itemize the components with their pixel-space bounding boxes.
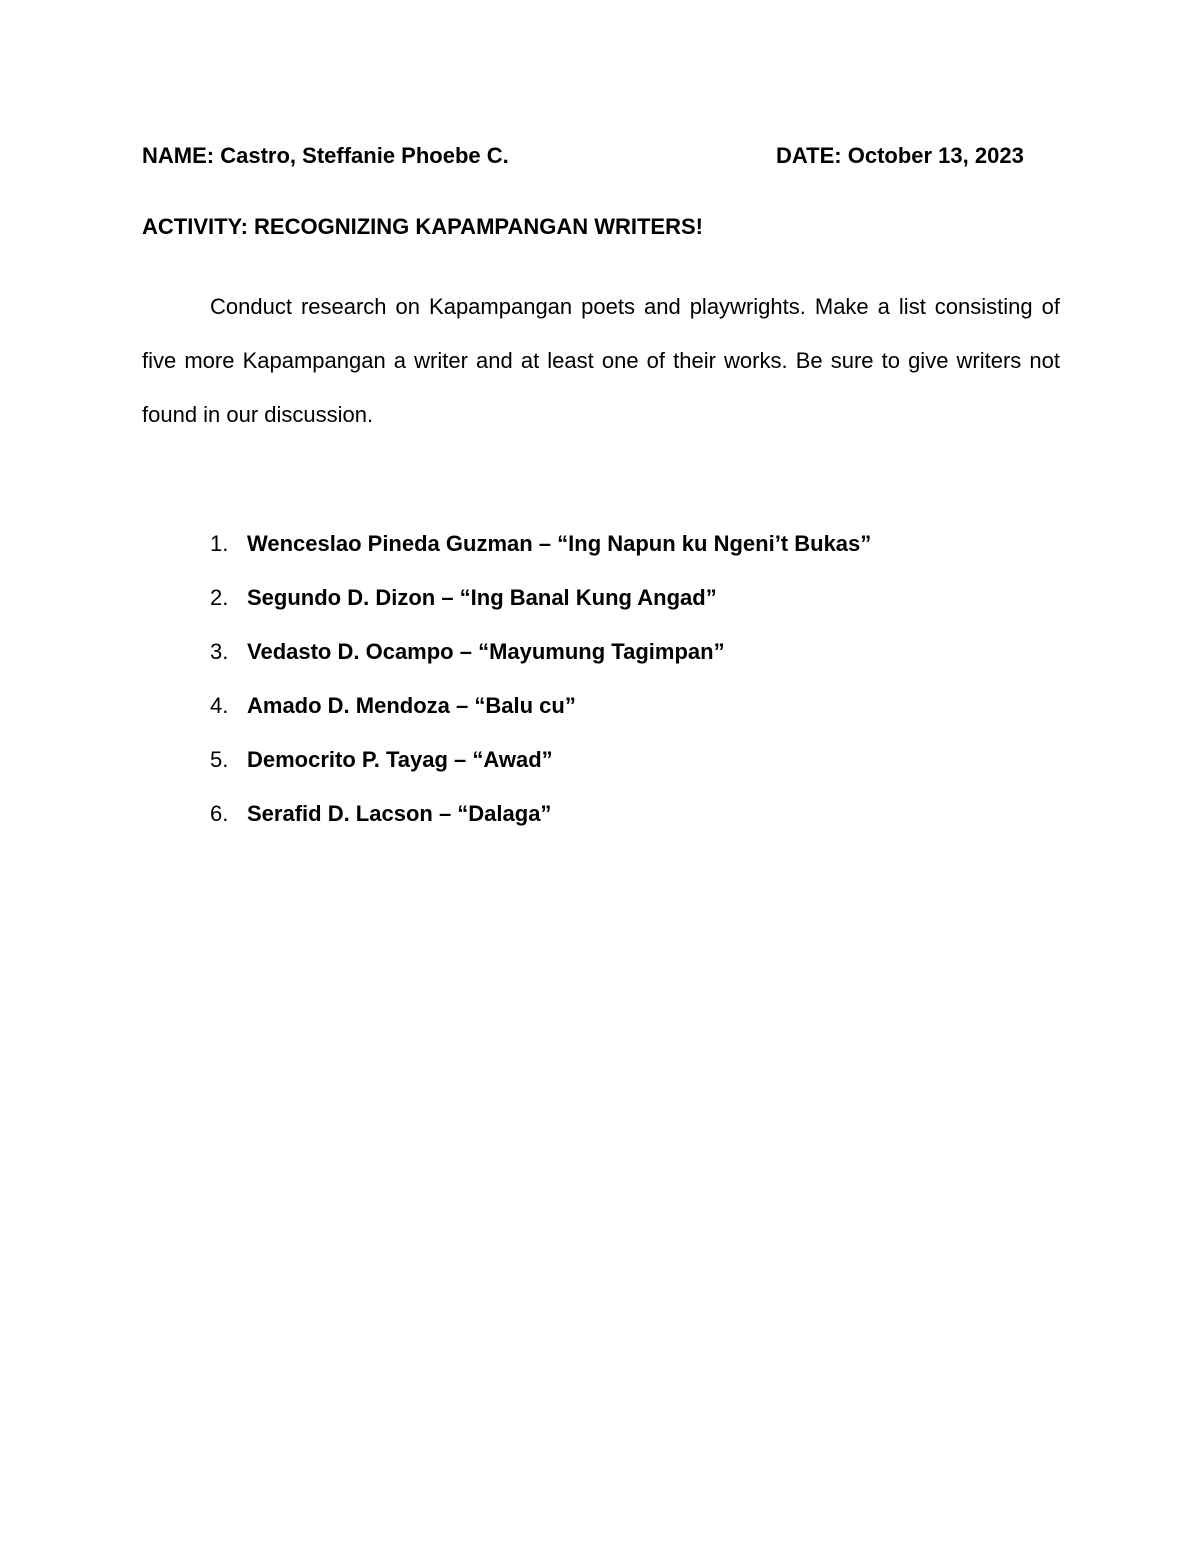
name-field: [142, 141, 509, 171]
list-item-number: 3.: [210, 639, 229, 664]
list-item-text: Serafid D. Lacson – “Dalaga”: [247, 801, 552, 826]
list-item-text: Segundo D. Dizon – “Ing Banal Kung Angad”: [247, 585, 717, 610]
list-item-text: Vedasto D. Ocampo – “Mayumung Tagimpan”: [247, 639, 725, 664]
instructions-paragraph: Conduct research on Kapampangan poets and playwrights. Make a list consisting of five more Kapampangan a writer and at least one of their works. Be sure to give writers not found in our discussion.: [142, 294, 1060, 427]
date-label: DATE:: [776, 143, 842, 168]
name-label: NAME:: [142, 143, 215, 168]
list-item-text: Wenceslao Pineda Guzman – “Ing Napun ku Ngeni’t Bukas”: [247, 531, 872, 556]
list-item-number: 5.: [210, 747, 229, 772]
list-item-number: 2.: [210, 585, 229, 610]
list-item-number: 1.: [210, 531, 229, 556]
list-item-text: Amado D. Mendoza – “Balu cu”: [247, 693, 576, 718]
name-value: Castro, Steffanie Phoebe C.: [220, 143, 509, 168]
date-value: October 13, 2023: [847, 143, 1024, 168]
date-field: [776, 141, 1024, 171]
header-row: [142, 141, 1044, 171]
list-item-text: Democrito P. Tayag – “Awad”: [247, 747, 553, 772]
list-item-number: 6.: [210, 801, 229, 826]
activity-title: ACTIVITY: RECOGNIZING KAPAMPANGAN WRITERS!: [142, 214, 703, 239]
list-item-number: 4.: [210, 693, 229, 718]
